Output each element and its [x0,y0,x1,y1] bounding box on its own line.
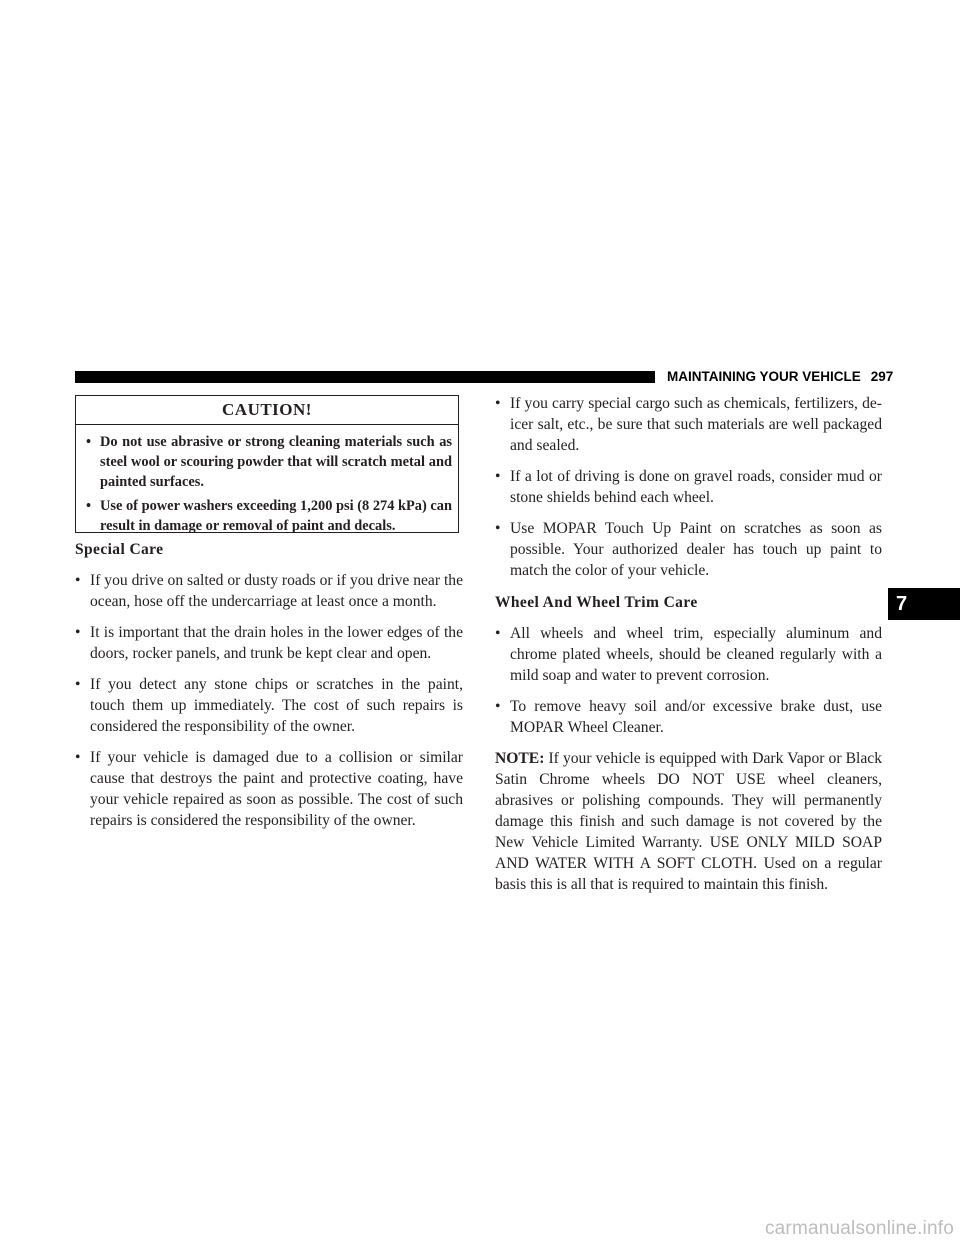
list-item: • If you detect any stone chips or scratches in the paint, touch them up immediately. The cost of such repairs is considered the responsibility of the owner. [75,674,463,737]
right-column [495,383,882,911]
list-item: • If your vehicle is damaged due to a collision or similar cause that destroys the paint and protective coating, have your vehicle repaired as soon as possible. The cost of such repairs is considered the responsibility of the owner. [75,747,463,831]
caution-item: • Use of power washers exceeding 1,200 psi (8 274 kPa) can result in damage or removal of paint and decals. [86,496,452,536]
section-title: MAINTAINING YOUR VEHICLE [667,369,861,384]
special-care-heading: Special Care [75,541,164,558]
list-item: • If you drive on salted or dusty roads or if you drive near the ocean, hose off the undercarriage at least once a month. [75,570,463,612]
caution-item: • Do not use abrasive or strong cleaning materials such as steel wool or scouring powder that will scratch metal and painted surfaces. [86,432,452,492]
wheel-care-heading: Wheel And Wheel Trim Care [495,594,698,611]
special-care-list [75,570,463,831]
caution-list [76,425,458,536]
note-paragraph [495,748,882,895]
watermark: carmanualsonline.info [764,1218,954,1239]
caution-title: CAUTION! [76,396,458,425]
list-item: • To remove heavy soil and/or excessive brake dust, use MOPAR Wheel Cleaner. [495,696,882,738]
list-item: • It is important that the drain holes in the lower edges of the doors, rocker panels, and trunk be kept clear and open. [75,622,463,664]
list-item: • If a lot of driving is done on gravel roads, consider mud or stone shields behind each wheel. [495,466,882,508]
care-continued-list [495,393,882,581]
caution-box [75,395,459,533]
note-text: If your vehicle is equipped with Dark Vapor or Black Satin Chrome wheels DO NOT USE wheel cleaners, abrasives or polishing compounds. They will permanently damage this finish and such damage is not covered by the New Vehicle Limited Warranty. USE ONLY MILD SOAP AND WATER WITH A SOFT CLOTH. Used on a regular basis this is all that is required to maintain this finish. [495,750,882,893]
page-number: 297 [870,369,894,384]
list-item: • If you carry special cargo such as chemicals, fertilizers, de-icer salt, etc., be sure that such materials are well packaged and sealed. [495,393,882,456]
wheel-care-list [495,623,882,738]
chapter-tab: 7 [888,588,960,620]
list-item: • All wheels and wheel trim, especially aluminum and chrome plated wheels, should be cleaned regularly with a mild soap and water to prevent corrosion. [495,623,882,686]
list-item: • Use MOPAR Touch Up Paint on scratches as soon as possible. Your authorized dealer has touch up paint to match the color of your vehicle. [495,518,882,581]
header-rule [75,371,655,383]
note-label: NOTE: [495,750,545,767]
left-column [75,540,463,831]
